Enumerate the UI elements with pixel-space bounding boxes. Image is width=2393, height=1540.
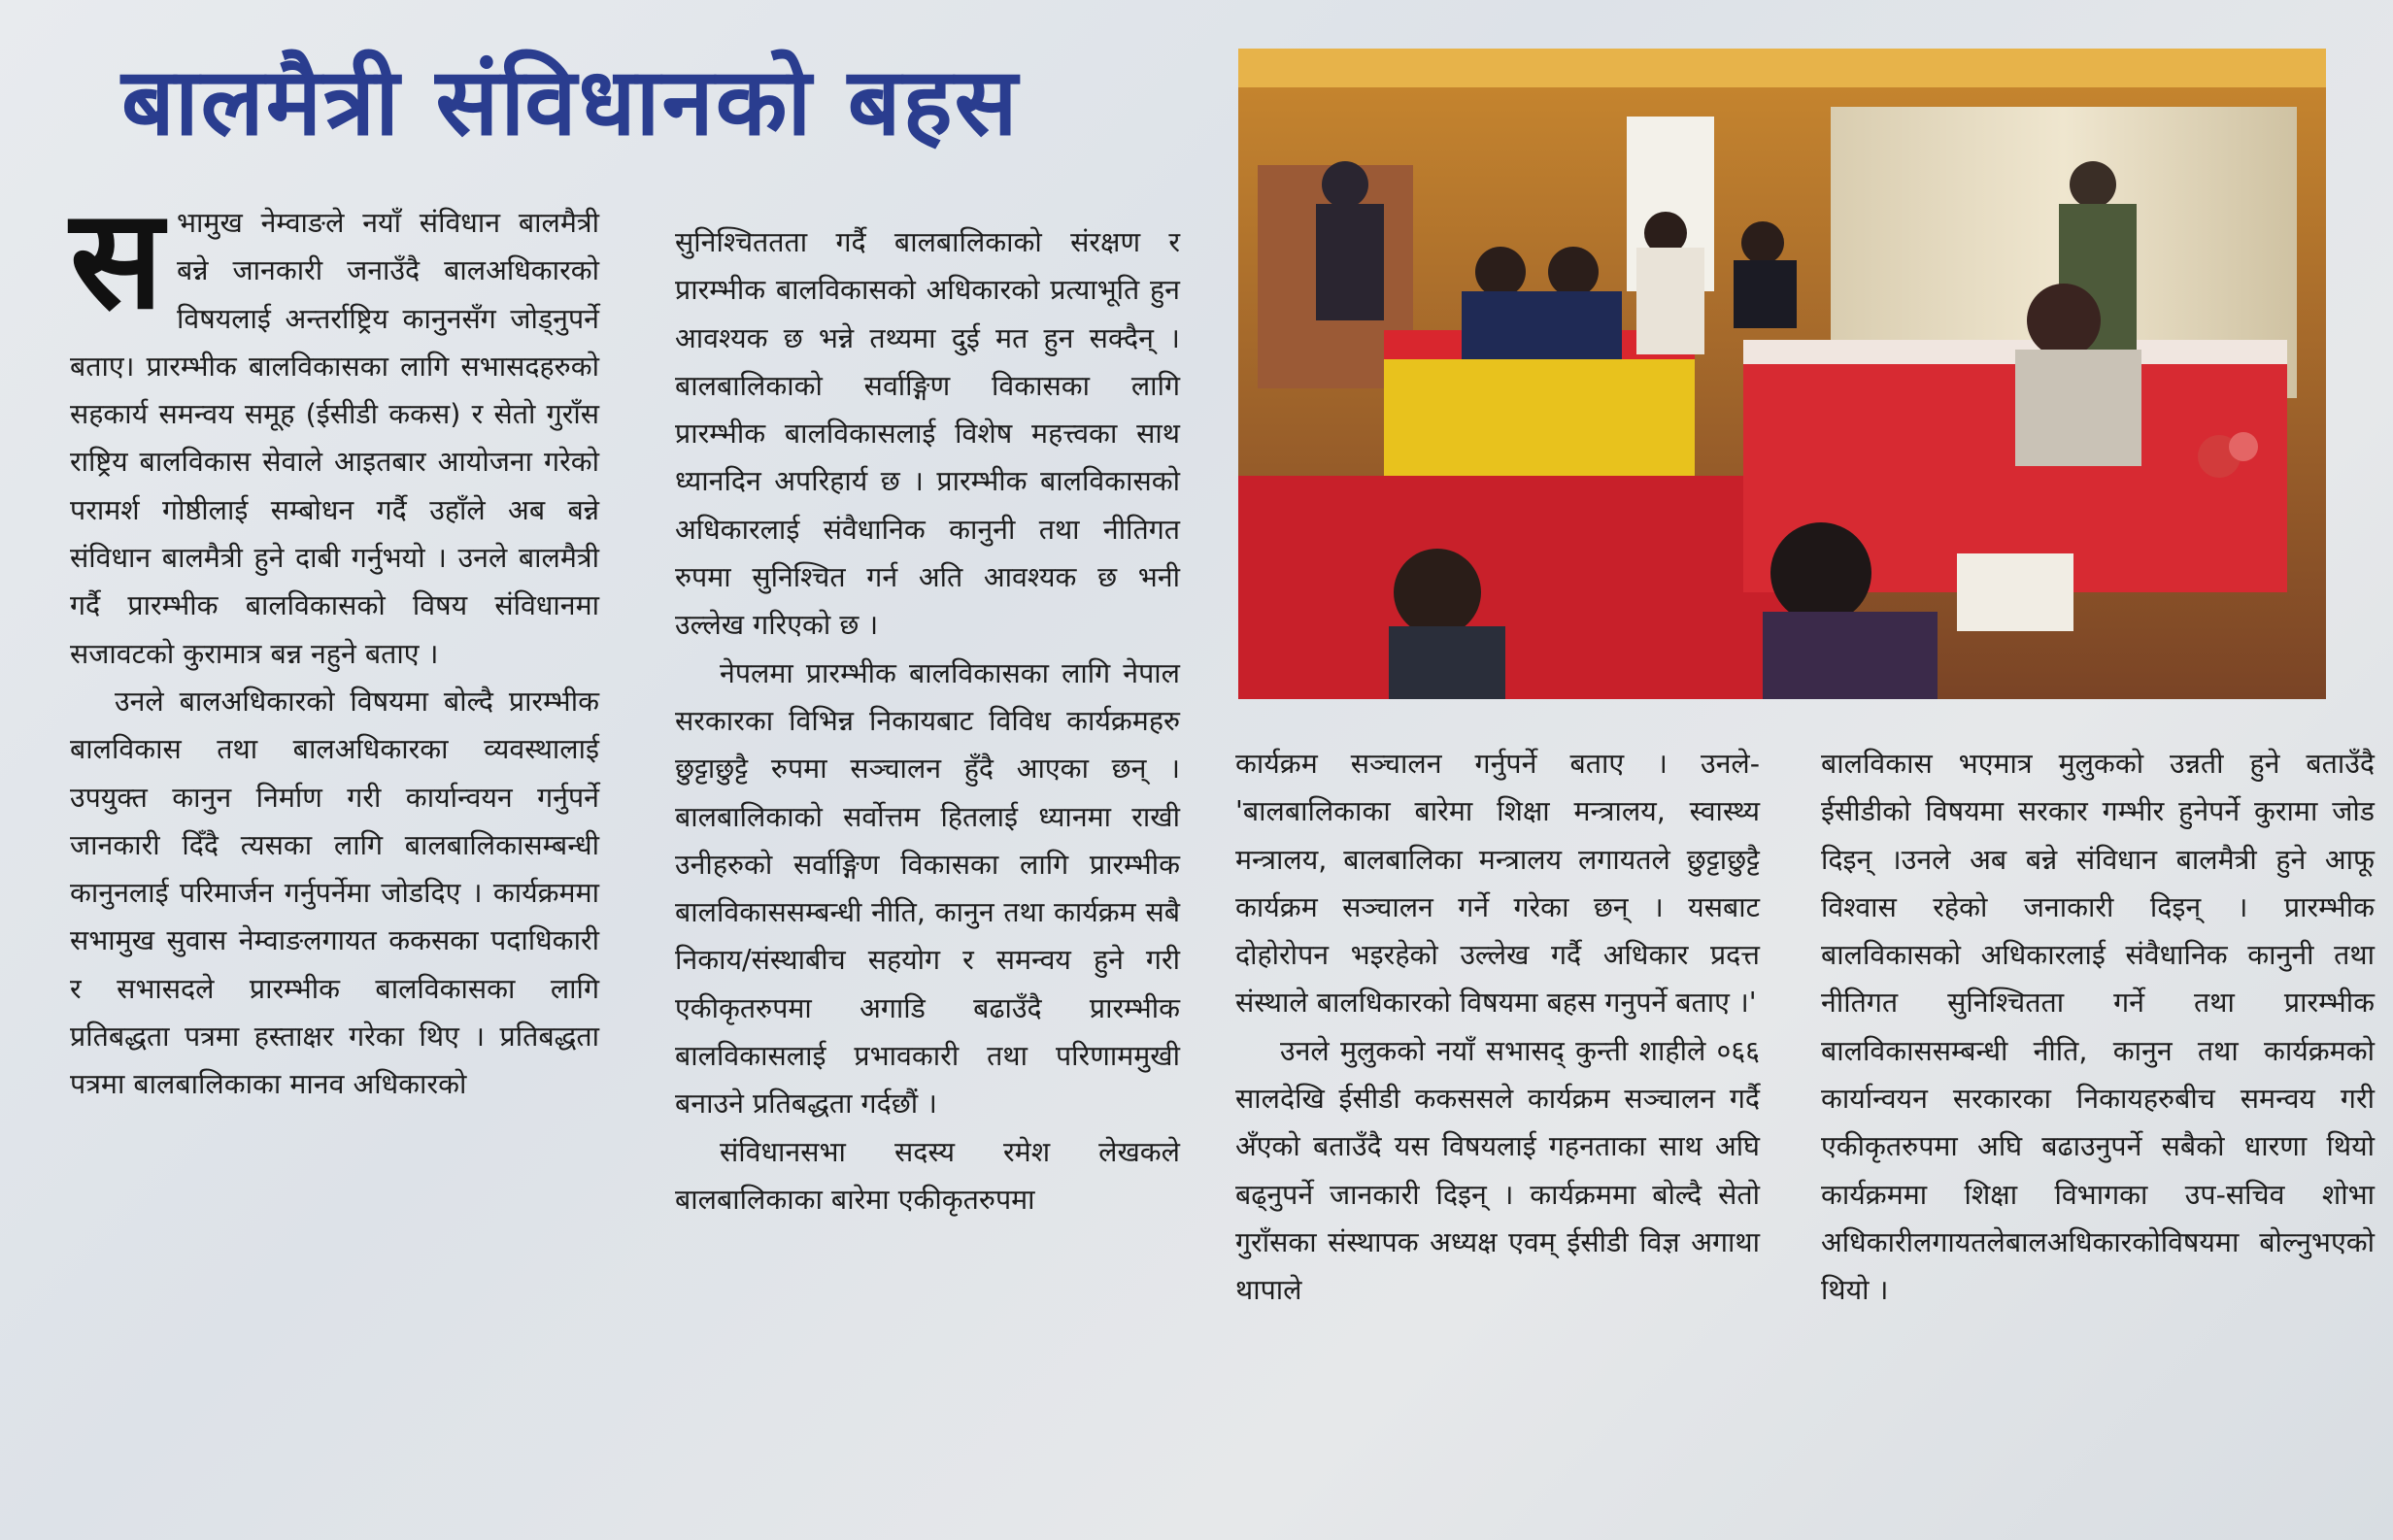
headline: बालमैत्री संविधानको बहस	[121, 48, 1020, 156]
article-column-1	[70, 180, 599, 1524]
paragraph: भामुख नेम्वाङले नयाँ संविधान बालमैत्री बन्ने जानकारी जनाउँदै बालअधिकारको विषयलाई अन्तर्राष्ट्रिय कानुनसँग जोड्नुपर्ने बताए। प्रारम्भीक बालविकासका लागि सभासदहरुको सहकार्य समन्वय समूह (ईसीडी ककस) र सेतो गुराँस राष्ट्रिय बालविकास सेवाले आइतबार आयोजना गरेको परामर्श गोष्ठीलाई सम्बोधन गर्दै उहाँले अब बन्ने संविधान बालमैत्री हुने दाबी गर्नुभयो । उनले बालमैत्री गर्दै प्रारम्भीक बालविकासको विषय संविधानमा सजावटको कुरामात्र बन्न नहुने बताए ।	[70, 207, 599, 670]
paragraph: नेपलमा प्रारम्भीक बालविकासका लागि नेपाल सरकारका विभिन्न निकायबाट विविध कार्यक्रमहरु छुट्टाछुट्टै रुपमा सञ्चालन हुँदै आएका छन् । बालबालिकाको सर्वोत्तम हितलाई ध्यानमा राखी उनीहरुको सर्वाङ्गिण विकासका लागि प्रारम्भीक बालविकाससम्बन्धी नीति, कानुन तथा कार्यक्रम सबै निकाय/संस्थाबीच सहयोग र समन्वय हुने गरी एकीकृतरुपमा अगाडि बढाउँदै प्रारम्भीक बालविकासलाई प्रभावकारी तथा परिणाममुखी बनाउने प्रतिबद्धता गर्दछौं ।	[675, 656, 1180, 1121]
paragraph: उनले बालअधिकारको विषयमा बोल्दै प्रारम्भीक बालविकास तथा बालअधिकारका व्यवस्थालाई उपयुक्त कानुन निर्माण गरी कार्यान्वयन गर्नुपर्ने जानकारी दिँदै त्यसका लागि बालबालिकासम्बन्धी कानुनलाई परिमार्जन गर्नुपर्नेमा जोडदिए । कार्यक्रममा सभामुख सुवास नेम्वाङलगायत ककसका पदाधिकारी र सभासदले प्रारम्भीक बालविकासका लागि प्रतिबद्धता पत्रमा हस्ताक्षर गरेका थिए । प्रतिबद्धता पत्रमा बालबालिकाका मानव अधिकारको	[70, 685, 599, 1101]
article-column-4	[1821, 740, 2375, 1497]
news-photo	[1238, 49, 2326, 699]
paragraph: संविधानसभा सदस्य रमेश लेखकले बालबालिकाका बारेमा एकीकृतरुपमा	[675, 1135, 1180, 1216]
article-column-2	[675, 218, 1180, 1510]
paragraph: उनले मुलुकको नयाँ सभासद् कुन्ती शाहीले ०६६ सालदेखि ईसीडी ककससले कार्यक्रम सञ्चालन गर्दै अँएको बताउँदै यस विषयलाई गहनताका साथ अघि बढ्नुपर्ने जानकारी दिइन् । कार्यक्रममा बोल्दै सेतो गुराँसका संस्थापक अध्यक्ष एवम् ईसीडी विज्ञ अगाथा थापाले	[1235, 1034, 1761, 1307]
drop-cap: स	[70, 180, 163, 340]
meeting-photo-illustration	[1238, 49, 2326, 699]
paragraph: कार्यक्रम सञ्चालन गर्नुपर्ने बताए । उनले- 'बालबालिकाका बारेमा शिक्षा मन्त्रालय, स्वास्थ्य मन्त्रालय, बालबालिका मन्त्रालय लगायतले छुट्टाछुट्टै कार्यक्रम सञ्चालन गर्ने गरेका छन् । यसबाट दोहोरोपन भइरहेको उल्लेख गर्दै अधिकार प्रदत्त संस्थाले बालधिकारको विषयमा बहस गनुपर्ने बताए ।'	[1235, 748, 1760, 1020]
paragraph: बालविकास भएमात्र मुलुकको उन्नती हुने बताउँदै ईसीडीको विषयमा सरकार गम्भीर हुनेपर्ने कुरामा जोड दिइन् ।उनले अब बन्ने संविधान बालमैत्री हुने आफू विश्वास रहेको जनाकारी दिइन् । प्रारम्भीक बालविकासको अधिकारलाई संवैधानिक कानुनी तथा नीतिगत सुनिश्चितता गर्ने तथा प्रारम्भीक बालविकाससम्बन्धी नीति, कानुन तथा कार्यक्रमको कार्यान्वयन सरकारका निकायहरुबीच समन्वय गरी एकीकृतरुपमा अघि बढाउनुपर्ने सबैको धारणा थियो कार्यक्रममा शिक्षा विभागका उप-सचिव शोभा अधिकारीलगायतलेबालअधिकारकोविषयमा बोल्नुभएको थियो ।	[1821, 748, 2375, 1307]
article-column-3	[1235, 740, 1760, 1497]
paragraph: सुनिश्चिततता गर्दै बालबालिकाको संरक्षण र प्रारम्भीक बालविकासको अधिकारको प्रत्याभूति हुन आवश्यक छ भन्ने तथ्यमा दुई मत हुन सक्दैन् । बालबालिकाको सर्वाङ्गिण विकासका लागि प्रारम्भीक बालविकासलाई विशेष महत्त्वका साथ ध्यानदिन अपरिहार्य छ । प्रारम्भीक बालविकासको अधिकारलाई संवैधानिक कानुनी तथा नीतिगत रुपमा सुनिश्चित गर्न अति आवश्यक छ भनी उल्लेख गरिएको छ ।	[675, 226, 1180, 642]
